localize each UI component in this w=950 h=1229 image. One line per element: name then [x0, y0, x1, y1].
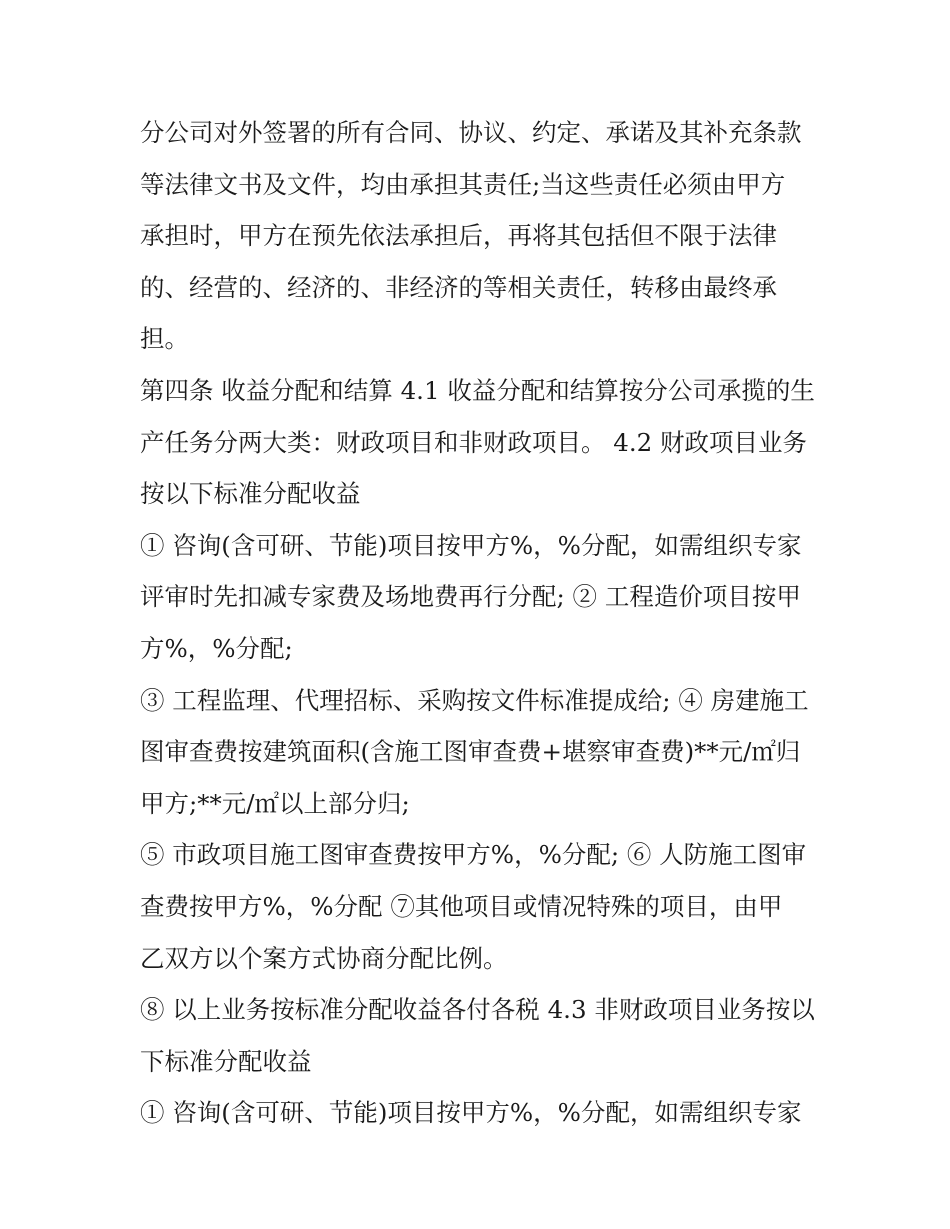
text-line: 方%，%分配;: [140, 633, 293, 663]
text-line: 分公司对外签署的所有合同、协议、约定、承诺及其补充条款: [140, 118, 802, 147]
article-heading-line: 第四条 收益分配和结算 4.1 收益分配和结算按分公司承揽的生: [140, 375, 815, 405]
text-line: 承担时，甲方在预先依法承担后，再将其包括但不限于法律: [140, 221, 777, 251]
text-line: 的、经营的、经济的、非经济的等相关责任，转移由最终承: [140, 272, 777, 302]
list-item-line: ⑤ 市政项目施工图审查费按甲方%，%分配; ⑥ 人防施工图审: [140, 840, 807, 870]
text-line: 评审时先扣减专家费及场地费再行分配; ② 工程造价项目按甲: [140, 582, 801, 612]
text-line: 按以下标准分配收益: [140, 479, 361, 509]
list-item-line: ⑧ 以上业务按标准分配收益各付各税 4.3 非财政项目业务按以: [140, 995, 815, 1025]
list-item-line: ③ 工程监理、代理招标、采购按文件标准提成给; ④ 房建施工: [140, 685, 809, 715]
text-line: 图审查费按建筑面积(含施工图审查费+堪察审查费)**元/㎡归: [140, 737, 801, 767]
text-line: 下标准分配收益: [140, 1046, 312, 1076]
list-item-line: ① 咨询(含可研、节能)项目按甲方%，%分配，如需组织专家: [140, 1098, 802, 1128]
text-line: 甲方;**元/㎡以上部分归;: [140, 788, 410, 818]
text-line: 产任务分两大类：财政项目和非财政项目。 4.2 财政项目业务: [140, 427, 808, 457]
document-body: [140, 107, 820, 1139]
text-line: 等法律文书及文件，均由承担其责任;当这些责任必须由甲方: [140, 169, 786, 199]
text-line: 担。: [140, 324, 189, 354]
text-line: 乙双方以个案方式协商分配比例。: [140, 943, 508, 973]
list-item-line: ① 咨询(含可研、节能)项目按甲方%，%分配，如需组织专家: [140, 530, 802, 560]
text-line: 查费按甲方%，%分配 ⑦其他项目或情况特殊的项目，由甲: [140, 891, 783, 921]
